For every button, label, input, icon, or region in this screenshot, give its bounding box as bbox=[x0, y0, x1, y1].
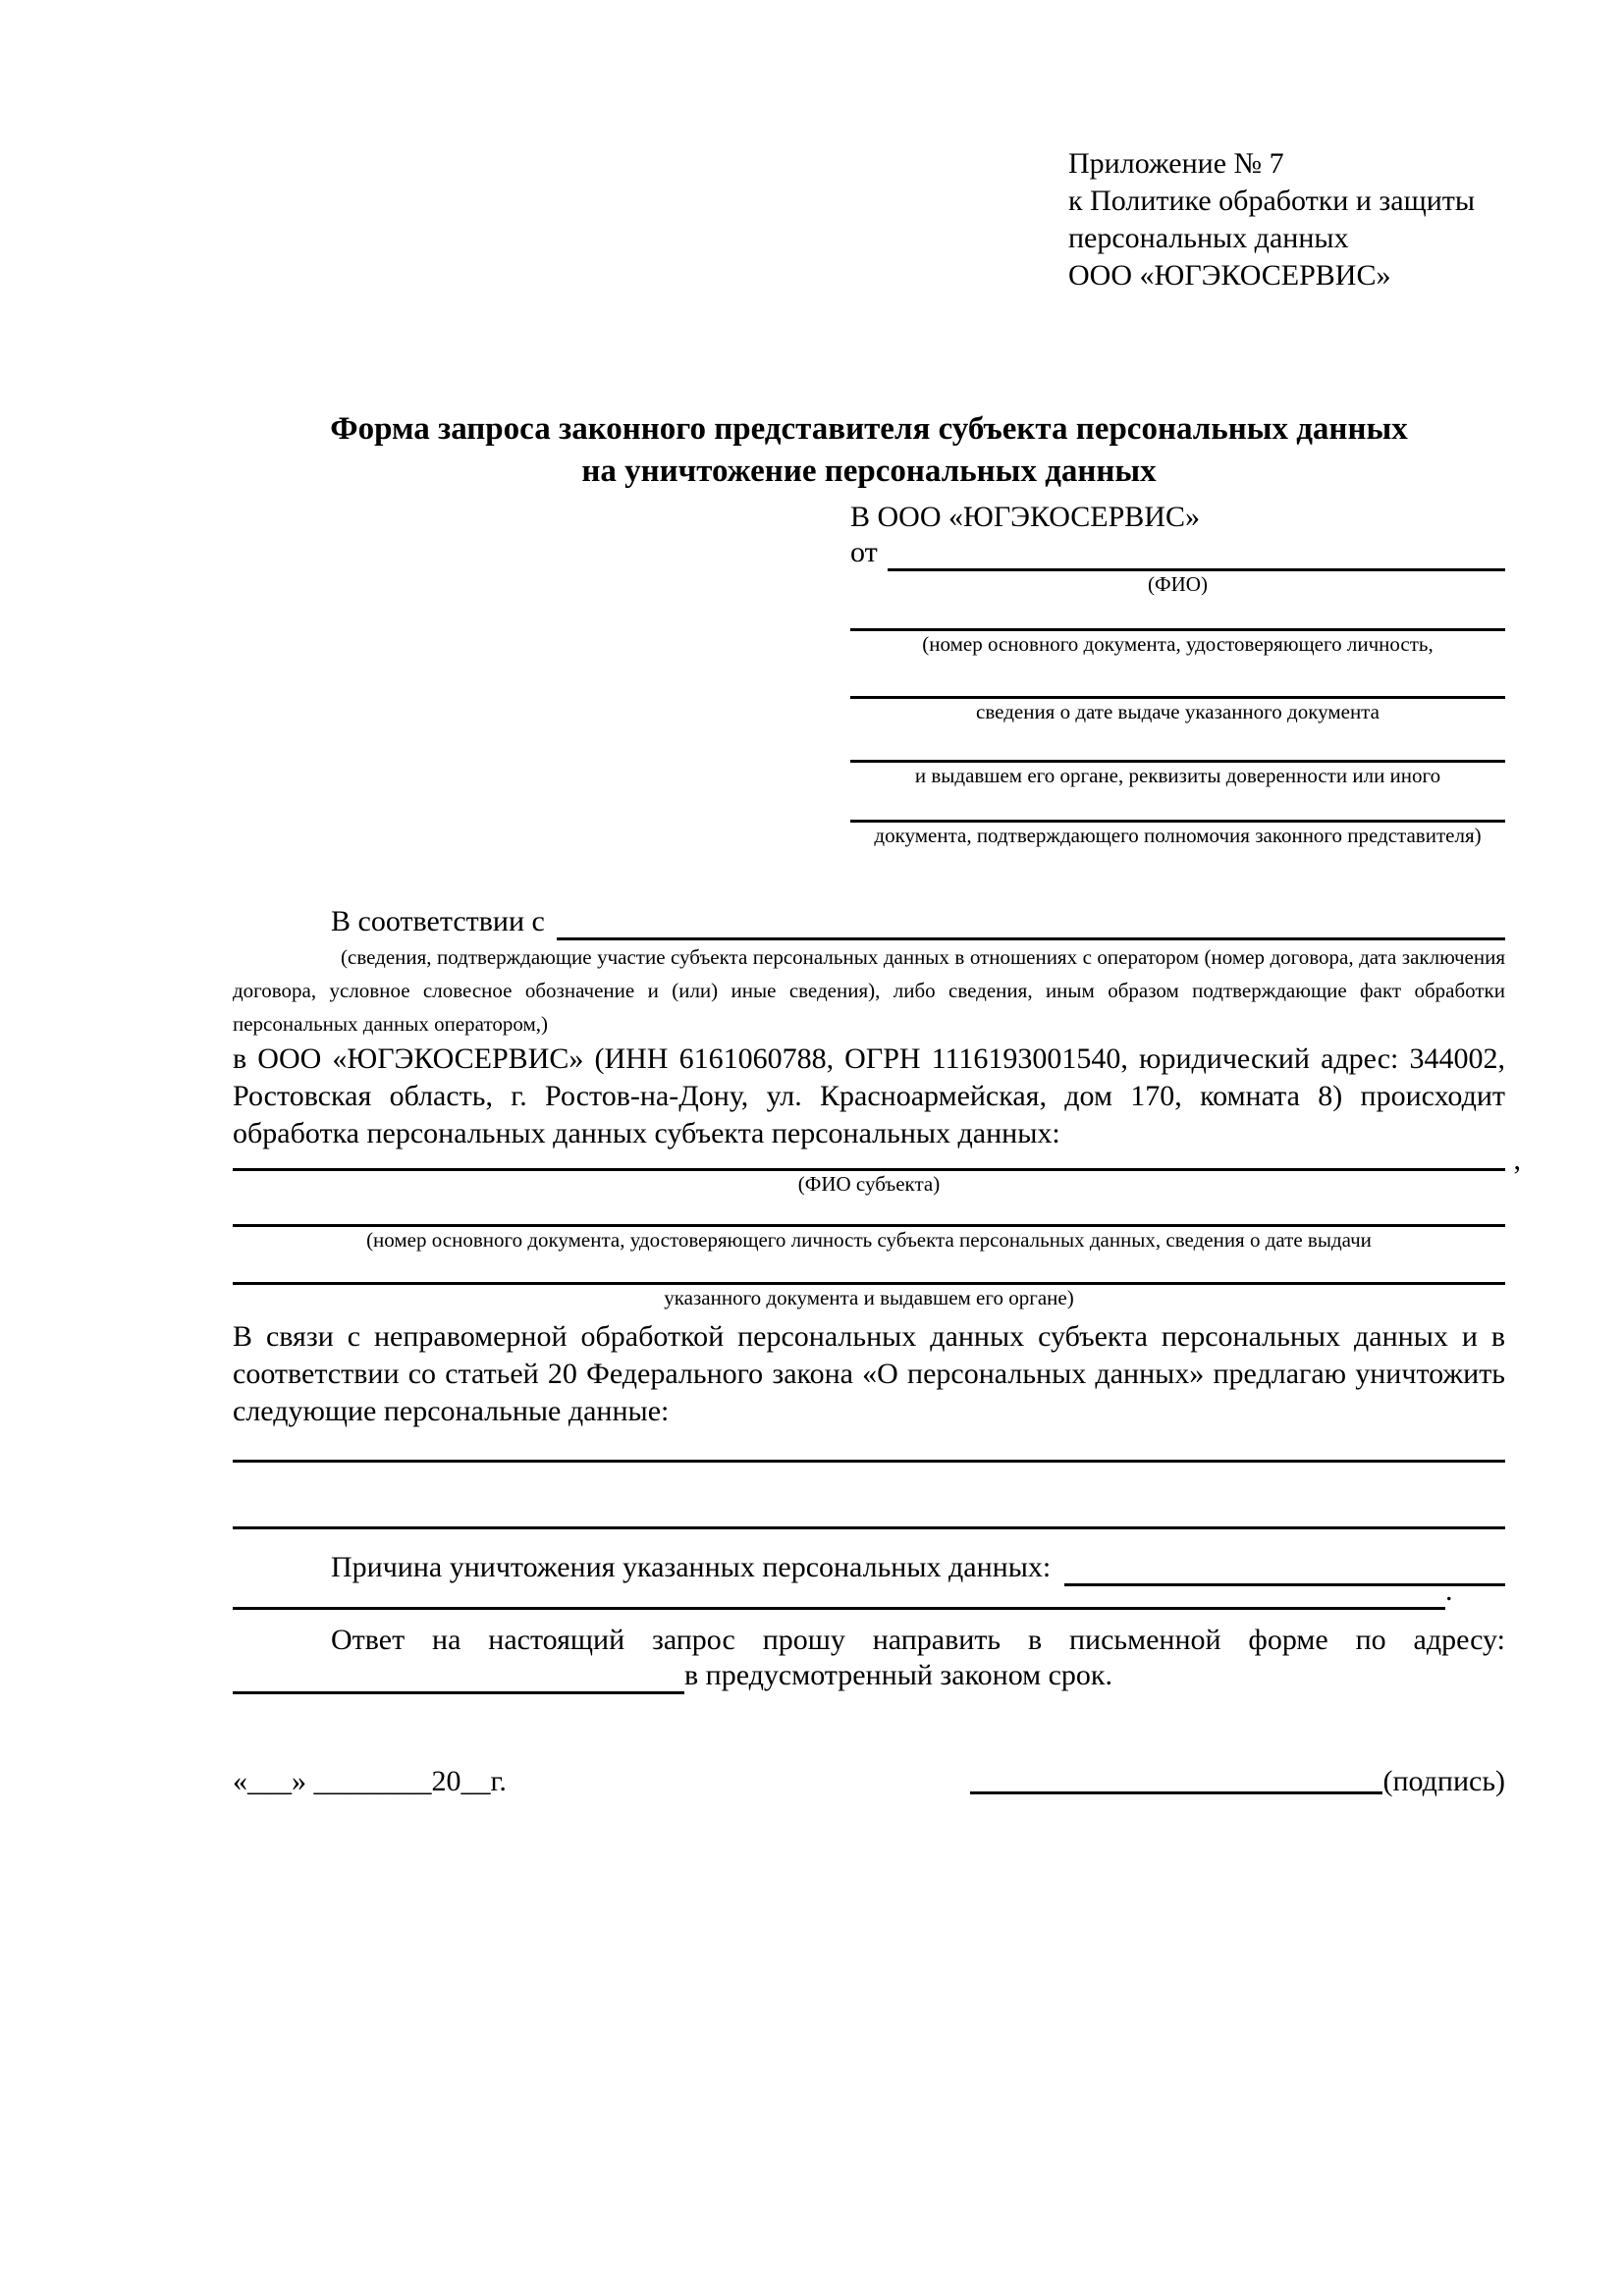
subject-fio-caption: (ФИО субъекта) bbox=[797, 1172, 941, 1196]
footer-row bbox=[233, 1763, 1505, 1800]
document-title bbox=[233, 408, 1505, 493]
reply-address-row bbox=[233, 1659, 1505, 1694]
appendix-note-line: Приложение № 7 bbox=[1068, 147, 1284, 180]
from-field-row bbox=[850, 536, 1505, 571]
operator-paragraph: в ООО «ЮГЭКОСЕРВИС» (ИНН 6161060788, ОГРН 1116193001540, юридический адрес: 344002, Ростовская область, г. Ростов-на-Дону, ул. Красноармейская, дом 170, комната 8) происходит обработка персональных данных субъекта персональных данных: bbox=[233, 1042, 1505, 1149]
reason-blank-line-2 bbox=[233, 1607, 1445, 1610]
document-title-line-2: на уничтожение персональных данных bbox=[581, 454, 1157, 489]
representative-doc-caption-2: сведения о дате выдаче указанного документа bbox=[976, 700, 1380, 723]
signature-group bbox=[970, 1763, 1505, 1800]
reply-paragraph: Ответ на настоящий запрос прошу направить в письменной форме по адресу: bbox=[331, 1624, 1505, 1656]
subject-fio-row bbox=[233, 1144, 1521, 1176]
trailing-comma: , bbox=[1513, 1144, 1521, 1176]
reply-tail: в предусмотренный законом срок. bbox=[684, 1659, 1112, 1691]
accordance-row bbox=[233, 903, 1505, 940]
request-paragraph: В связи с неправомерной обработкой персональных данных субъекта персональных данных и в соответствии со статьей 20 Федерального закона «О персональных данных» предлагаю уничтожить следующие персональные данные: bbox=[233, 1320, 1505, 1427]
document-title-line-1: Форма запроса законного представителя субъекта персональных данных bbox=[330, 411, 1408, 447]
subject-fio-blank-line bbox=[233, 1168, 1505, 1171]
subject-doc-caption-1: (номер основного документа, удостоверяющего личность субъекта персональных данных, сведения о дате выдачи bbox=[366, 1228, 1372, 1252]
signature-blank-line bbox=[970, 1791, 1382, 1794]
date-line: «___» ________20__г. bbox=[233, 1765, 507, 1797]
appendix-note-line: ООО «ЮГЭКОСЕРВИС» bbox=[1068, 259, 1391, 292]
subject-doc-caption-2: указанного документа и выдавшем его органе) bbox=[664, 1286, 1074, 1309]
trailing-period: . bbox=[1445, 1575, 1453, 1607]
accordance-caption: (сведения, подтверждающие участие субъекта персональных данных в отношениях с оператором (номер договора, дата заключения договора, условное словесное обозначение и (или) иные сведения), либо сведения, иным образом подтверждающие факт обработки персональных данных оператором,) bbox=[233, 945, 1505, 1036]
appendix-note-line: персональных данных bbox=[1068, 222, 1349, 254]
addressee-block bbox=[850, 499, 1505, 848]
reply-address-blank-line bbox=[233, 1691, 684, 1694]
representative-doc-caption-3: и выдавшем его органе, реквизиты доверенности или иного bbox=[914, 764, 1441, 787]
reason-lead: Причина уничтожения указанных персональных данных: bbox=[331, 1551, 1052, 1583]
reason-continuation-row bbox=[233, 1575, 1505, 1610]
from-label: от bbox=[850, 536, 878, 568]
appendix-note bbox=[1068, 145, 1510, 294]
data-to-destroy-blank-line bbox=[233, 1526, 1505, 1529]
representative-doc-caption-4: документа, подтверждающего полномочия законного представителя) bbox=[874, 824, 1482, 847]
addressee-to-line: В ООО «ЮГЭКОСЕРВИС» bbox=[850, 501, 1200, 533]
signature-caption: (подпись) bbox=[1382, 1765, 1505, 1797]
accordance-lead: В соответствии с bbox=[331, 905, 545, 937]
reason-blank-line bbox=[1064, 1583, 1505, 1586]
data-to-destroy-blank-line bbox=[233, 1460, 1505, 1463]
representative-doc-caption-1: (номер основного документа, удостоверяющего личность, bbox=[922, 632, 1434, 656]
appendix-note-line: к Политике обработки и защиты bbox=[1068, 185, 1476, 217]
fio-caption: (ФИО) bbox=[1148, 572, 1208, 596]
reason-row bbox=[233, 1551, 1505, 1586]
